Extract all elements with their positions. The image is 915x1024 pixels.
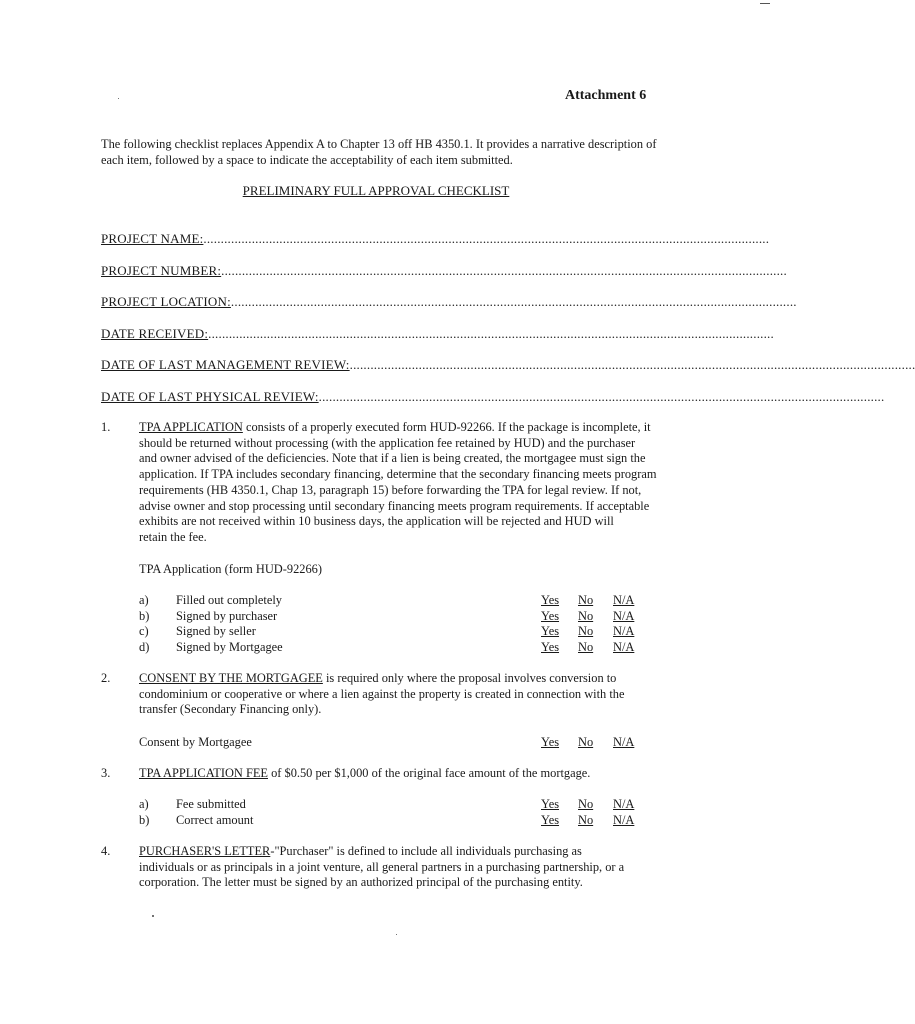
- text-line: and owner advised of the deficiencies. Note that if a lien is being created, the mortgagee must sign the: [139, 451, 646, 466]
- page-corner-mark: [760, 3, 770, 4]
- text-line: requirements (HB 4350.1, Chap 13, paragraph 15) before forwarding the TPA for legal review. If not,: [139, 482, 642, 497]
- item-text: Signed by purchaser: [176, 609, 278, 623]
- yes-option[interactable]: Yes: [541, 735, 560, 749]
- item-letter: b): [139, 813, 150, 827]
- checklist-item: [139, 593, 639, 609]
- section-4-description: [139, 844, 624, 891]
- section-lead: CONSENT BY THE MORTGAGEE: [139, 671, 323, 685]
- text-line: individuals or as principals in a joint venture, all general partners in a purchasing partnership, or a: [139, 859, 625, 874]
- na-option[interactable]: N/A: [613, 624, 635, 638]
- text-line: is required only where the proposal involves conversion to: [322, 671, 617, 685]
- text-line: -"Purchaser" is defined to include all individuals purchasing as: [270, 844, 582, 858]
- checklist-item: [139, 640, 639, 656]
- no-option[interactable]: No: [578, 797, 594, 811]
- na-option[interactable]: N/A: [613, 593, 635, 607]
- section-lead: PURCHASER'S LETTER: [139, 844, 271, 858]
- text-line: transfer (Secondary Financing only).: [139, 702, 322, 717]
- section-3-description: [139, 766, 590, 782]
- scan-speck: [152, 915, 154, 917]
- item-text: Fee submitted: [176, 797, 246, 811]
- yes-option[interactable]: Yes: [541, 593, 560, 607]
- scan-speck: [118, 98, 119, 99]
- checklist-title: PRELIMINARY FULL APPROVAL CHECKLIST: [242, 183, 510, 198]
- section-1-description: [139, 420, 657, 546]
- attachment-label: Attachment 6: [565, 88, 647, 103]
- section-number: 2.: [101, 671, 111, 685]
- text-line: exhibits are not received within 10 business days, the application will be rejected and HUD will: [139, 514, 614, 529]
- checklist-item: [139, 735, 639, 751]
- item-letter: a): [139, 797, 149, 811]
- section-number: 1.: [101, 420, 111, 434]
- field-label: PROJECT NUMBER:: [101, 263, 222, 278]
- section-lead: TPA APPLICATION FEE: [139, 766, 268, 780]
- no-option[interactable]: No: [578, 640, 594, 654]
- item-text: Signed by Mortgagee: [176, 640, 283, 654]
- field-date-last-physical-review: [101, 389, 885, 405]
- field-label: DATE OF LAST MANAGEMENT REVIEW:: [101, 357, 350, 372]
- item-text: Consent by Mortgagee: [139, 735, 252, 749]
- field-project-location: [101, 294, 797, 310]
- checklist-item: [139, 609, 639, 625]
- section-number: 3.: [101, 766, 111, 780]
- fill-line: ....................................................................................................................................................................: [349, 357, 915, 372]
- item-text: Correct amount: [176, 813, 254, 827]
- text-line: corporation. The letter must be signed by an authorized principal of the purchasing entity.: [139, 875, 583, 890]
- text-line: condominium or cooperative or where a lien against the property is created in connection with the: [139, 686, 625, 701]
- field-label: PROJECT LOCATION:: [101, 294, 231, 309]
- text-line: application. If TPA includes secondary financing, determine that the secondary financing meets program: [139, 467, 657, 482]
- item-text: Filled out completely: [176, 593, 282, 607]
- no-option[interactable]: No: [578, 593, 594, 607]
- na-option[interactable]: N/A: [613, 797, 635, 811]
- item-letter: c): [139, 624, 149, 638]
- yes-option[interactable]: Yes: [541, 797, 560, 811]
- field-label: PROJECT NAME:: [101, 231, 204, 246]
- na-option[interactable]: N/A: [613, 735, 635, 749]
- no-option[interactable]: No: [578, 624, 594, 638]
- field-date-last-management-review: [101, 357, 915, 373]
- checklist-item: [139, 797, 639, 813]
- field-label: DATE RECEIVED:: [101, 326, 209, 341]
- no-option[interactable]: No: [578, 609, 594, 623]
- section-lead: TPA APPLICATION: [139, 420, 243, 434]
- checklist-item: [139, 624, 639, 640]
- yes-option[interactable]: Yes: [541, 813, 560, 827]
- item-letter: b): [139, 609, 150, 623]
- text-line: advise owner and stop processing until secondary financing meets program requirements. If acceptable: [139, 498, 650, 513]
- item-letter: a): [139, 593, 149, 607]
- field-project-name: [101, 231, 770, 247]
- fill-line: ....................................................................................................................................................................: [230, 294, 797, 309]
- section-subheading: TPA Application (form HUD-92266): [139, 562, 322, 576]
- checklist-item: [139, 813, 639, 829]
- no-option[interactable]: No: [578, 813, 594, 827]
- na-option[interactable]: N/A: [613, 813, 635, 827]
- item-text: Signed by seller: [176, 624, 256, 638]
- field-date-received: [101, 326, 774, 342]
- intro-paragraph: The following checklist replaces Appendix A to Chapter 13 off HB 4350.1. It provides a narrative description of each item, followed by a space to indicate the acceptability of each item submitted.: [101, 137, 657, 167]
- text-line: should be returned without processing (with the application fee retained by HUD) and the purchaser: [139, 435, 636, 450]
- yes-option[interactable]: Yes: [541, 609, 560, 623]
- yes-option[interactable]: Yes: [541, 640, 560, 654]
- section-2-description: [139, 671, 624, 718]
- section-number: 4.: [101, 844, 111, 858]
- fill-line: ....................................................................................................................................................................: [203, 231, 770, 246]
- na-option[interactable]: N/A: [613, 609, 635, 623]
- text-line: of $0.50 per $1,000 of the original face amount of the mortgage.: [267, 766, 591, 780]
- fill-line: ....................................................................................................................................................................: [221, 263, 787, 278]
- scan-speck: [396, 934, 397, 935]
- na-option[interactable]: N/A: [613, 640, 635, 654]
- fill-line: ....................................................................................................................................................................: [318, 389, 885, 404]
- fill-line: ....................................................................................................................................................................: [208, 326, 774, 341]
- field-label: DATE OF LAST PHYSICAL REVIEW:: [101, 389, 319, 404]
- no-option[interactable]: No: [578, 735, 594, 749]
- text-line: consists of a properly executed form HUD-92266. If the package is incomplete, it: [242, 420, 651, 434]
- text-line: retain the fee.: [139, 529, 207, 544]
- field-project-number: [101, 263, 787, 279]
- yes-option[interactable]: Yes: [541, 624, 560, 638]
- item-letter: d): [139, 640, 150, 654]
